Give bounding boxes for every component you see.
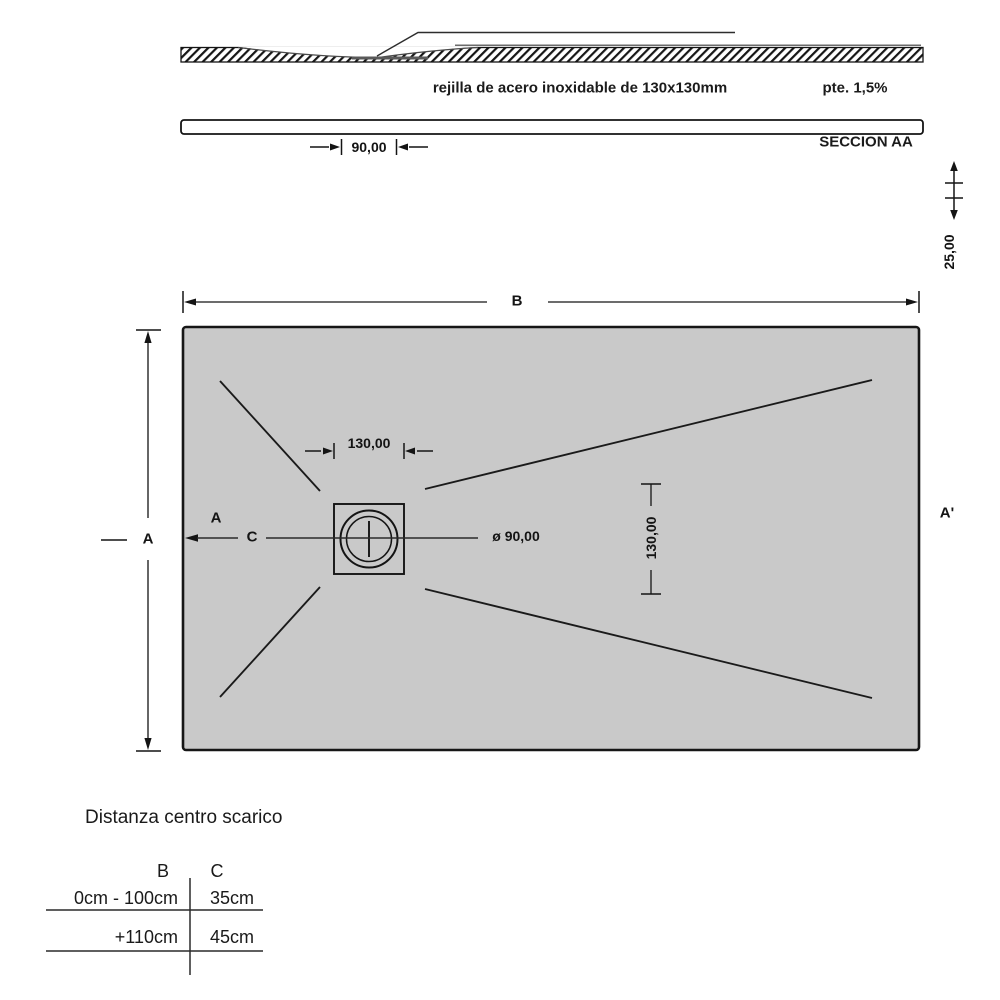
section-view <box>181 33 963 221</box>
plan-width-dimension <box>183 291 919 313</box>
table-row-1-offset: 35cm <box>209 888 254 908</box>
grate-note: rejilla de acero inoxidable de 130x130mm <box>432 79 728 97</box>
plan-length-label: A <box>142 530 154 548</box>
section-label: SECCION AA <box>819 133 913 151</box>
cut-label-left: A <box>210 509 222 527</box>
cut-offset-label: C <box>246 528 258 546</box>
plan-view <box>101 291 919 751</box>
drain-square-value: 130,00 <box>347 435 391 451</box>
section-drain-width-value: 90,00 <box>351 139 387 155</box>
table-row-2-offset: 45cm <box>209 927 254 947</box>
slope-note: pte. 1,5% <box>822 79 888 97</box>
section-thickness-dimension <box>945 161 963 220</box>
table-header-c: C <box>210 861 224 881</box>
drain-diameter-value: ø 90,00 <box>492 528 540 544</box>
plan-width-label: B <box>511 292 523 310</box>
section-thickness-value: 25,00 <box>941 234 957 270</box>
table-header-b: B <box>156 861 170 881</box>
drain-offset-value: 130,00 <box>643 516 659 560</box>
section-profile-outline <box>181 120 923 134</box>
table-title: Distanza centro scarico <box>85 807 283 828</box>
table-row-1-range: 0cm - 100cm <box>73 888 178 908</box>
cut-label-right: A' <box>939 504 955 522</box>
table-row-2-range: +110cm <box>114 927 178 947</box>
